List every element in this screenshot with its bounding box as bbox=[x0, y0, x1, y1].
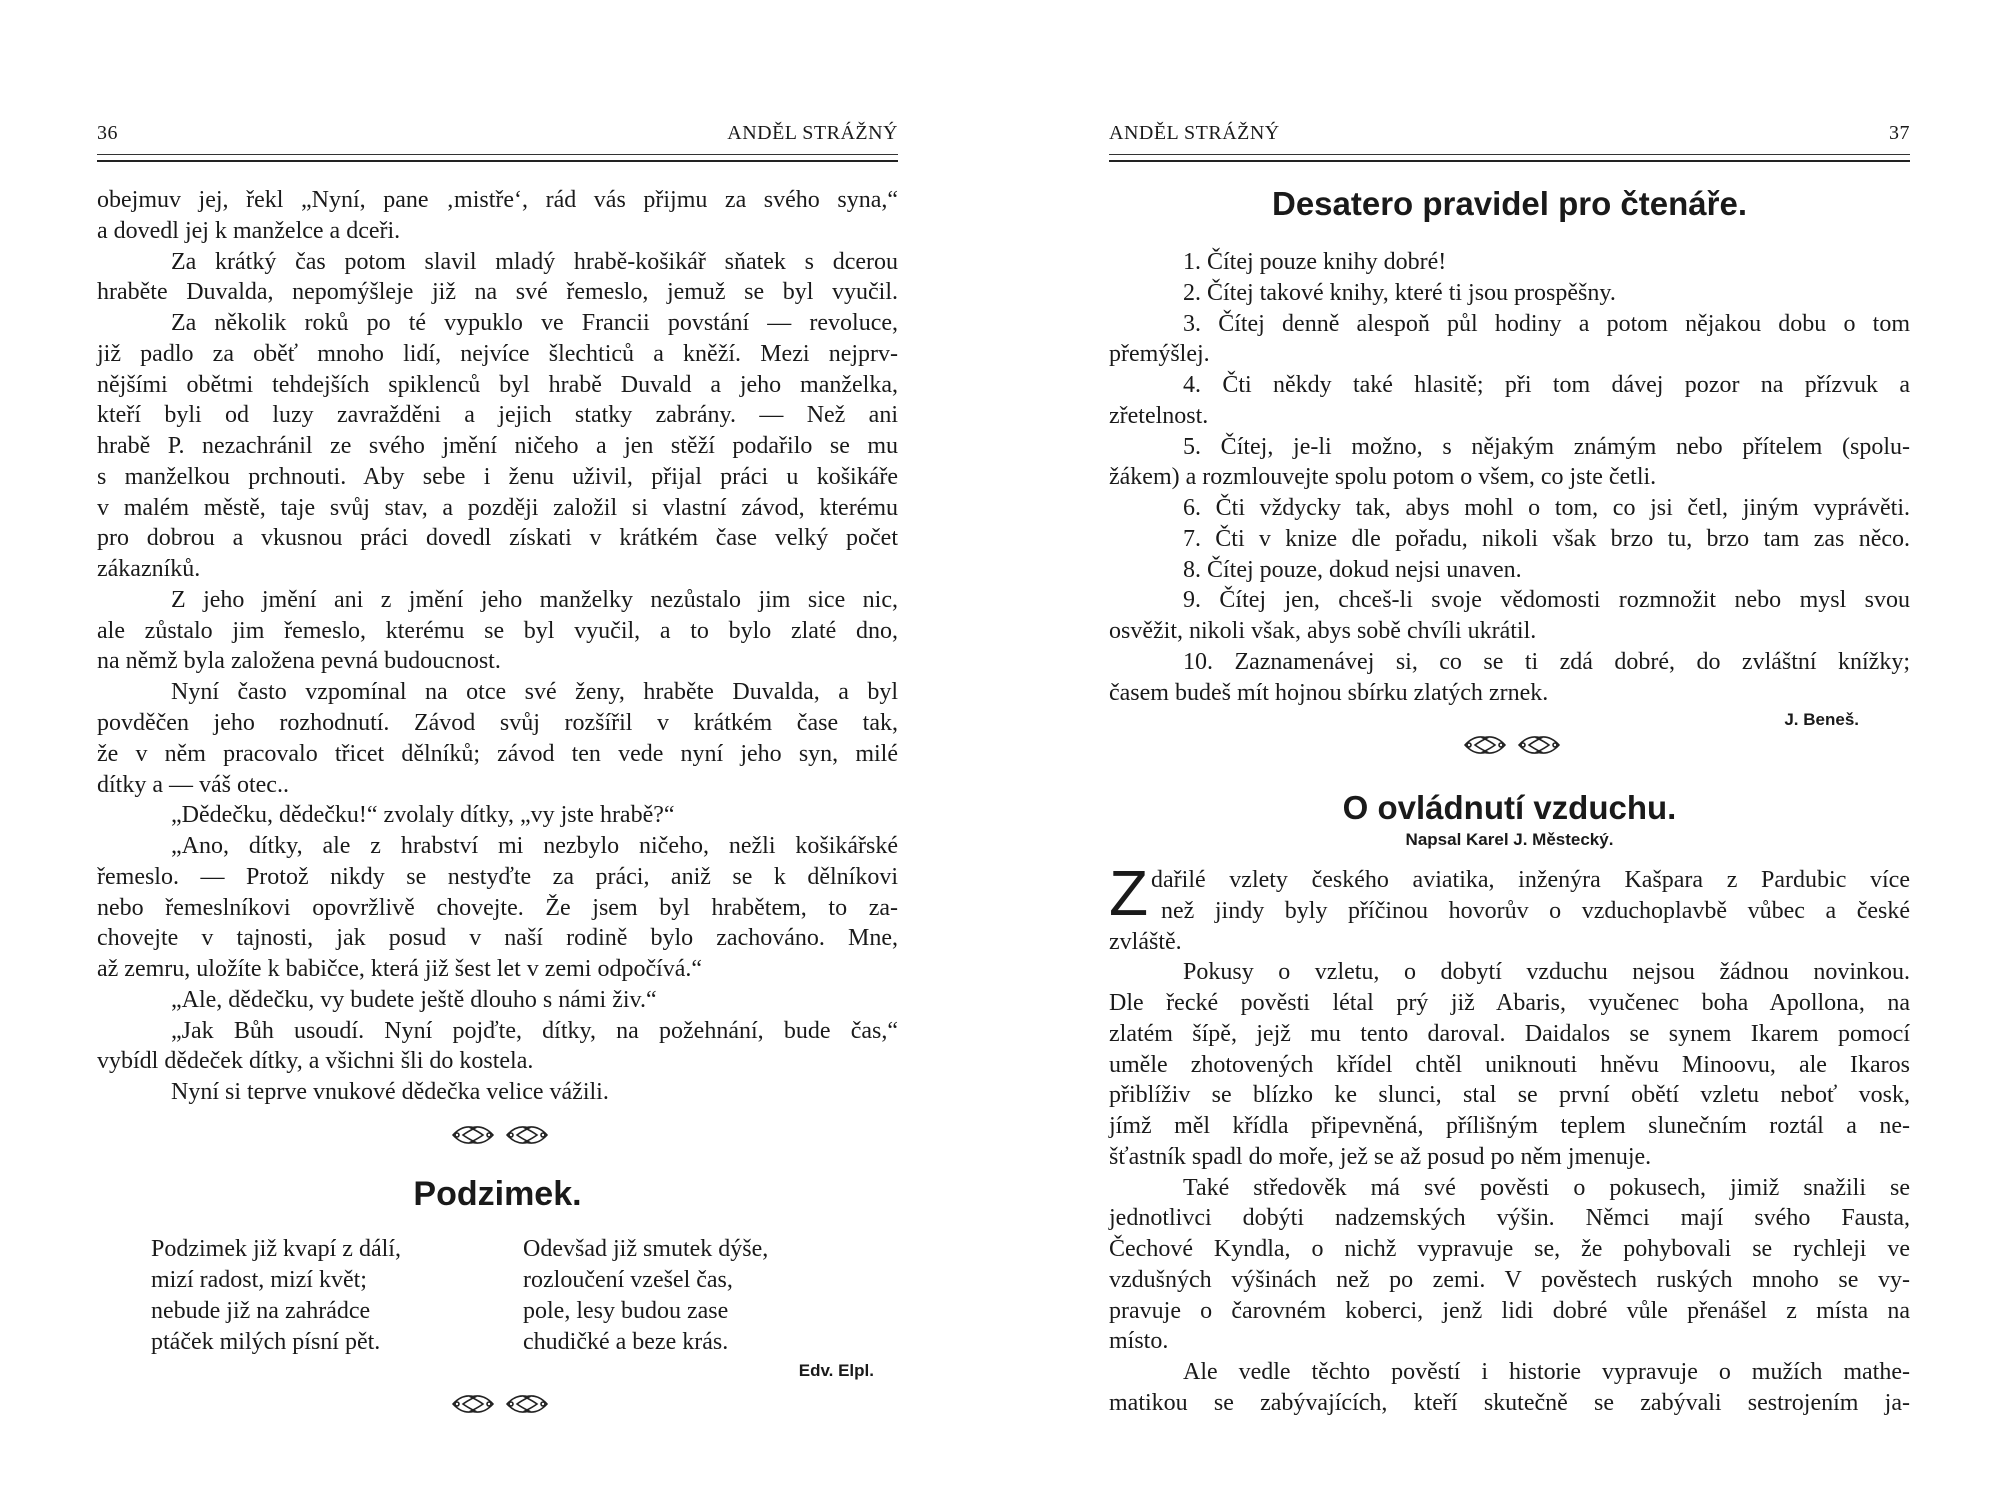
text-line: obejmuv jej, řekl „Nyní, pane ‚mistře‘, rád vás přijmu za svého syna,“ bbox=[97, 187, 898, 213]
text-line: 1. Čítej pouze knihy dobré! bbox=[1183, 249, 1447, 275]
poem-line: nebude již na zahrádce bbox=[151, 1298, 371, 1324]
text-line: uměle zhotovených křídel chtěl uniknouti hněvu Minoovu, ale Ikaros bbox=[1109, 1051, 1910, 1078]
text-line: Nyní si teprve vnukové dědečka velice vážili. bbox=[171, 1079, 609, 1106]
text-line: osvěžit, nikoli však, abys sobě chvíli ukrátil. bbox=[1109, 618, 1537, 645]
text-line: již padlo za oběť mnoho lidí, nejvíce šlechticů a kněží. Mezi nejprv- bbox=[97, 340, 898, 367]
article-text bbox=[1109, 857, 1910, 1419]
text-line: „Jak Bůh usoudí. Nyní pojďte, dítky, na požehnání, bude čas,“ bbox=[171, 1017, 898, 1044]
text-line: matikou se zabývajících, kteří skutečně se zabývali sestrojením ja- bbox=[1109, 1390, 1910, 1417]
running-header bbox=[1109, 122, 1910, 150]
text-line: Dle řecké pověsti létal prý již Abaris, vyučenec boha Apollona, na bbox=[1109, 990, 1910, 1017]
text-line: „Ano, dítky, ale z hrabství mi nezbylo ničeho, nežli košikářské bbox=[171, 833, 898, 860]
rules-list bbox=[1109, 247, 1910, 708]
text-line: „Ale, dědečku, vy budete ještě dlouho s námi živ.“ bbox=[171, 986, 657, 1013]
text-line: 6. Čti vždycky tak, abys mohl o tom, co jsi četl, jiným vyprávěti. bbox=[1183, 495, 1910, 522]
text-line: šťastník spadl do moře, jež se až posud po něm jmenuje. bbox=[1109, 1143, 1652, 1170]
ornament-divider bbox=[97, 1120, 898, 1150]
text-line: chovejte v tajnosti, jak posud v naší rodině bylo zachováno. Mne, bbox=[97, 925, 898, 952]
text-line: nějšími obětmi tehdejších spiklenců byl hrabě Duvald a jeho manželka, bbox=[97, 371, 898, 398]
text-line: Také středověk má své pověsti o pokusech, jimiž snažili se bbox=[1183, 1174, 1910, 1201]
drop-cap: Z bbox=[1109, 857, 1149, 929]
text-line: jímž měl křídla připevněná, přílišným teplem slunečním roztál a ne- bbox=[1109, 1113, 1910, 1140]
ornament-divider bbox=[97, 1389, 898, 1419]
text-line: Nyní často vzpomínal na otce své ženy, hraběte Duvalda, a byl bbox=[171, 679, 898, 706]
left-page bbox=[97, 0, 898, 1500]
poem-line: chudičké a beze krás. bbox=[523, 1329, 729, 1355]
text-line: zlatém šípě, jejž mu tento daroval. Daidalos se synem Ikarem pomocí bbox=[1109, 1020, 1910, 1047]
text-line: zvláště. bbox=[1109, 928, 1182, 955]
text-line: Za několik roků po té vypuklo ve Francii povstání — revoluce, bbox=[171, 310, 898, 337]
text-line: přemýšlej. bbox=[1109, 341, 1210, 368]
text-line: na němž byla založena pevná budoucnost. bbox=[97, 648, 501, 675]
text-line: 5. Čítej, je-li možno, s nějakým známým nebo přítelem (spolu- bbox=[1183, 433, 1910, 460]
right-page bbox=[1109, 0, 1910, 1500]
text-line: s manželkou prchnouti. Aby sebe i ženu uživil, přijal práci u košikáře bbox=[97, 463, 898, 490]
article-byline: Napsal Karel J. Městecký. bbox=[1405, 830, 1614, 849]
text-line: 9. Čítej jen, chceš-li svoje vědomosti rozmnožit nebo mysl svou bbox=[1183, 587, 1910, 614]
text-line: „Dědečku, dědečku!“ zvolaly dítky, „vy jste hrabě?“ bbox=[171, 802, 675, 829]
header-rule bbox=[1109, 154, 1910, 155]
story-text bbox=[97, 185, 898, 1108]
text-line: dítky a — váš otec.. bbox=[97, 771, 289, 798]
article-title: O ovládnutí vzduchu. bbox=[1342, 789, 1677, 826]
text-line: 4. Čti někdy také hlasitě; při tom dávej pozor na přízvuk a bbox=[1183, 372, 1910, 399]
text-line: žákem) a rozmlouvejte spolu potom o všem, co jste četli. bbox=[1109, 464, 1657, 491]
page-number: 37 bbox=[1889, 122, 1910, 144]
ornament-divider bbox=[1109, 730, 1910, 760]
header-rule bbox=[1109, 160, 1910, 162]
running-title: ANDĚL STRÁŽNÝ bbox=[727, 122, 898, 144]
poem-stanza-left bbox=[151, 1234, 401, 1358]
text-line: 3. Čítej denně alespoň půl hodiny a potom nějakou dobu o tom bbox=[1183, 310, 1910, 337]
text-line: hraběte Duvalda, nepomýšleje již na své řemeslo, jemuž se byl vyučil. bbox=[97, 279, 898, 306]
text-line: vybídl dědeček dítky, a všichni šli do kostela. bbox=[97, 1048, 534, 1075]
text-line: 10. Zaznamenávej si, co se ti zdá dobré, do zvláštní knížky; bbox=[1183, 648, 1910, 675]
text-line: 2. Čítej takové knihy, které ti jsou prospěšny. bbox=[1183, 279, 1616, 306]
text-line: hrabě P. nezachránil ze svého jmění ničeho a jen stěží podařilo se mu bbox=[97, 433, 898, 460]
poem-author: Edv. Elpl. bbox=[798, 1361, 874, 1380]
text-line: vzdušných výšinách než po zemi. V pověstech ruských mnoho se vy- bbox=[1109, 1266, 1910, 1293]
poem-stanza-right bbox=[523, 1234, 768, 1358]
text-line: Ale vedle těchto pověstí i historie vypravuje o mužích mathe- bbox=[1183, 1359, 1910, 1386]
text-line: řemeslo. — Protož nikdy se nestyďte za práci, aniž se k dělníkovi bbox=[97, 863, 898, 890]
rules-author: J. Beneš. bbox=[1784, 710, 1859, 729]
text-line: až zemru, uložíte k babičce, která již šest let v zemi odpočívá.“ bbox=[97, 956, 703, 983]
text-line: jednotlivci dobýti nadzemských výšin. Němci mají svého Fausta, bbox=[1109, 1205, 1910, 1232]
text-line: Za krátký čas potom slavil mladý hrabě-košikář sňatek s dcerou bbox=[171, 248, 898, 275]
running-title: ANDĚL STRÁŽNÝ bbox=[1109, 122, 1280, 144]
text-line: 7. Čti v knize dle pořadu, nikoli však brzo tu, brzo tam zas něco. bbox=[1183, 525, 1910, 552]
text-line: ale zůstalo jim řemeslo, kterému se byl vyučil, a to bylo zlaté dno, bbox=[97, 617, 898, 644]
text-line: než jindy byly příčinou hovorův o vzduchoplavbě vůbec a české bbox=[1161, 897, 1910, 924]
text-line: v malém městě, taje svůj stav, a později založil si vlastní závod, kterému bbox=[97, 494, 898, 521]
poem-line: pole, lesy budou zase bbox=[523, 1298, 729, 1324]
header-rule bbox=[97, 160, 898, 162]
text-line: pravuje o čarovném koberci, jenž lidi dobré vůle přenášel z místa na bbox=[1109, 1297, 1910, 1324]
text-line: Čechové Kyndla, o nichž vypravuje se, že pohybovali se rychleji ve bbox=[1109, 1236, 1910, 1263]
text-line: přiblíživ se blízko ke slunci, stal se první obětí vzletu neboť vosk, bbox=[1109, 1082, 1910, 1109]
text-line: 8. Čítej pouze, dokud nejsi unaven. bbox=[1183, 556, 1522, 583]
text-line: časem budeš mít hojnou sbírku zlatých zrnek. bbox=[1109, 679, 1549, 706]
text-line: dařilé vzlety českého aviatika, inženýra Kašpara z Pardubic více bbox=[1151, 867, 1910, 893]
poem-title: Podzimek. bbox=[413, 1175, 582, 1213]
text-line: zřetelnost. bbox=[1109, 402, 1209, 429]
poem-line: Podzimek již kvapí z dálí, bbox=[151, 1236, 401, 1262]
rules-title: Desatero pravidel pro čtenáře. bbox=[1271, 185, 1748, 222]
text-line: kteří byli od luzy zavražděni a jejich statky zabrány. — Než ani bbox=[97, 402, 898, 429]
poem-line: ptáček milých písní pět. bbox=[151, 1329, 381, 1355]
text-line: pro dobrou a vkusnou práci dovedl získati v krátkém čase velký počet bbox=[97, 525, 898, 552]
text-line: a dovedl jej k manželce a dceři. bbox=[97, 217, 401, 244]
poem-line: Odevšad již smutek dýše, bbox=[523, 1236, 769, 1262]
text-line: že v něm pracovalo třicet dělníků; závod ten vede nyní jeho syn, milé bbox=[97, 740, 898, 767]
page-number: 36 bbox=[97, 122, 118, 144]
text-line: povděčen jeho rozhodnutí. Závod svůj rozšířil v krátkém čase tak, bbox=[97, 710, 898, 737]
text-line: místo. bbox=[1109, 1328, 1169, 1355]
poem-line: mizí radost, mizí květ; bbox=[151, 1267, 367, 1293]
poem-line: rozloučení vzešel čas, bbox=[523, 1267, 733, 1293]
text-line: zákazníků. bbox=[97, 556, 201, 583]
text-line: Pokusy o vzletu, o dobytí vzduchu nejsou žádnou novinkou. bbox=[1183, 959, 1910, 986]
text-line: Z jeho jmění ani z jmění jeho manželky nezůstalo jim sice nic, bbox=[171, 586, 898, 613]
header-rule bbox=[97, 154, 898, 155]
running-header bbox=[97, 122, 898, 150]
text-line: nebo řemeslníkovi opovržlivě chovejte. Že jsem byl hrabětem, to za- bbox=[97, 894, 898, 921]
